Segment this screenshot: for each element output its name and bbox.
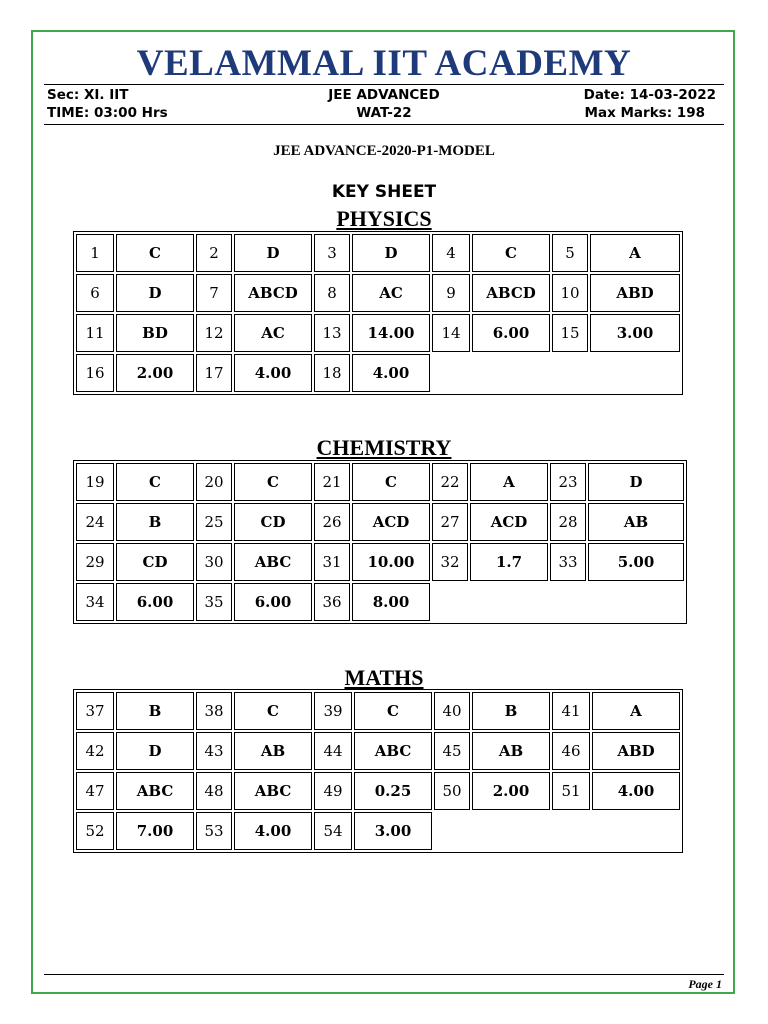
question-number: 26 <box>314 503 350 541</box>
question-number: 53 <box>196 812 232 850</box>
question-number: 35 <box>196 583 232 621</box>
answer-key: BD <box>116 314 194 352</box>
answer-key: 10.00 <box>352 543 430 581</box>
question-number: 15 <box>552 314 588 352</box>
answer-key: 2.00 <box>472 772 550 810</box>
answer-key: 0.25 <box>354 772 432 810</box>
answer-key: AB <box>472 732 550 770</box>
answer-key: C <box>234 463 312 501</box>
table-row <box>76 354 680 392</box>
answer-key: 4.00 <box>234 354 312 392</box>
question-number: 46 <box>552 732 590 770</box>
answer-table-physics <box>73 231 683 395</box>
question-number: 45 <box>434 732 470 770</box>
answer-key: 6.00 <box>116 583 194 621</box>
answer-key: ABC <box>354 732 432 770</box>
empty-cell <box>434 812 550 850</box>
answer-key: AB <box>234 732 312 770</box>
paper-subtitle: JEE ADVANCE-2020-P1-MODEL <box>273 143 495 159</box>
header-test: WAT-22 <box>356 105 412 121</box>
question-number: 37 <box>76 692 114 730</box>
answer-key: AC <box>234 314 312 352</box>
table-row <box>76 314 680 352</box>
question-number: 5 <box>552 234 588 272</box>
answer-key: D <box>116 274 194 312</box>
table-row <box>76 274 680 312</box>
header-rule-top <box>44 84 724 85</box>
answer-key: ABC <box>234 772 312 810</box>
question-number: 1 <box>76 234 114 272</box>
question-number: 43 <box>196 732 232 770</box>
question-number: 39 <box>314 692 352 730</box>
answer-key: C <box>472 234 550 272</box>
answer-key: A <box>592 692 680 730</box>
question-number: 9 <box>432 274 470 312</box>
answer-key: ABCD <box>472 274 550 312</box>
question-number: 31 <box>314 543 350 581</box>
answer-key: B <box>116 503 194 541</box>
empty-cell <box>432 354 550 392</box>
answer-key: AC <box>352 274 430 312</box>
question-number: 11 <box>76 314 114 352</box>
question-number: 17 <box>196 354 232 392</box>
answer-key: 1.7 <box>470 543 548 581</box>
question-number: 13 <box>314 314 350 352</box>
question-number: 24 <box>76 503 114 541</box>
answer-key: CD <box>116 543 194 581</box>
answer-key: C <box>116 234 194 272</box>
section-title-chemistry: CHEMISTRY <box>316 435 452 460</box>
answer-key: D <box>588 463 684 501</box>
footer-rule <box>44 974 724 975</box>
question-number: 49 <box>314 772 352 810</box>
question-number: 25 <box>196 503 232 541</box>
answer-key: ABD <box>592 732 680 770</box>
header-rule-bottom <box>44 124 724 125</box>
question-number: 22 <box>432 463 468 501</box>
header-date: Date: 14-03-2022 <box>583 87 716 103</box>
question-number: 48 <box>196 772 232 810</box>
answer-key: ABCD <box>234 274 312 312</box>
answer-key: 5.00 <box>588 543 684 581</box>
answer-key: D <box>116 732 194 770</box>
question-number: 44 <box>314 732 352 770</box>
answer-key: A <box>470 463 548 501</box>
section-title-maths: MATHS <box>344 665 424 690</box>
answer-key: 2.00 <box>116 354 194 392</box>
institute-title: VELAMMAL IIT ACADEMY <box>136 43 632 84</box>
header-time: TIME: 03:00 Hrs <box>47 105 168 121</box>
question-number: 36 <box>314 583 350 621</box>
header-max-marks: Max Marks: 198 <box>584 105 705 121</box>
question-number: 51 <box>552 772 590 810</box>
question-number: 30 <box>196 543 232 581</box>
answer-table-maths <box>73 689 683 853</box>
question-number: 16 <box>76 354 114 392</box>
table-row <box>76 812 680 850</box>
page-number: Page 1 <box>688 977 722 991</box>
answer-key: B <box>472 692 550 730</box>
question-number: 33 <box>550 543 586 581</box>
empty-cell <box>432 583 548 621</box>
table-row <box>76 543 684 581</box>
question-number: 4 <box>432 234 470 272</box>
question-number: 8 <box>314 274 350 312</box>
question-number: 20 <box>196 463 232 501</box>
section-title-physics: PHYSICS <box>336 206 432 231</box>
question-number: 34 <box>76 583 114 621</box>
question-number: 27 <box>432 503 468 541</box>
table-row <box>76 463 684 501</box>
header-sec: Sec: XI. IIT <box>47 87 129 103</box>
question-number: 28 <box>550 503 586 541</box>
answer-key: 3.00 <box>590 314 680 352</box>
table-row <box>76 234 680 272</box>
answer-key: ABD <box>590 274 680 312</box>
empty-cell <box>550 583 684 621</box>
question-number: 18 <box>314 354 350 392</box>
question-number: 52 <box>76 812 114 850</box>
question-number: 21 <box>314 463 350 501</box>
answer-key: 4.00 <box>352 354 430 392</box>
empty-cell <box>552 812 680 850</box>
question-number: 7 <box>196 274 232 312</box>
answer-key: C <box>352 463 430 501</box>
question-number: 14 <box>432 314 470 352</box>
question-number: 2 <box>196 234 232 272</box>
answer-key: B <box>116 692 194 730</box>
question-number: 42 <box>76 732 114 770</box>
table-row <box>76 772 680 810</box>
answer-key: AB <box>588 503 684 541</box>
answer-key: 8.00 <box>352 583 430 621</box>
answer-key: 6.00 <box>234 583 312 621</box>
table-row <box>76 732 680 770</box>
answer-key: A <box>590 234 680 272</box>
answer-key: C <box>234 692 312 730</box>
answer-key: ABC <box>234 543 312 581</box>
answer-key: C <box>116 463 194 501</box>
question-number: 54 <box>314 812 352 850</box>
answer-key: 3.00 <box>354 812 432 850</box>
question-number: 50 <box>434 772 470 810</box>
question-number: 3 <box>314 234 350 272</box>
answer-key: C <box>354 692 432 730</box>
table-row <box>76 692 680 730</box>
question-number: 23 <box>550 463 586 501</box>
question-number: 6 <box>76 274 114 312</box>
empty-cell <box>552 354 680 392</box>
question-number: 10 <box>552 274 588 312</box>
answer-key: ABC <box>116 772 194 810</box>
question-number: 19 <box>76 463 114 501</box>
table-row <box>76 503 684 541</box>
answer-key: 4.00 <box>592 772 680 810</box>
question-number: 41 <box>552 692 590 730</box>
header-exam: JEE ADVANCED <box>328 87 440 103</box>
question-number: 47 <box>76 772 114 810</box>
question-number: 40 <box>434 692 470 730</box>
answer-key: D <box>352 234 430 272</box>
question-number: 29 <box>76 543 114 581</box>
answer-table-chemistry <box>73 460 687 624</box>
answer-key: 14.00 <box>352 314 430 352</box>
question-number: 38 <box>196 692 232 730</box>
answer-key: 4.00 <box>234 812 312 850</box>
answer-key: ACD <box>352 503 430 541</box>
question-number: 32 <box>432 543 468 581</box>
answer-key: 6.00 <box>472 314 550 352</box>
answer-key: ACD <box>470 503 548 541</box>
key-sheet-label: KEY SHEET <box>331 182 437 202</box>
question-number: 12 <box>196 314 232 352</box>
answer-key: D <box>234 234 312 272</box>
answer-key: 7.00 <box>116 812 194 850</box>
table-row <box>76 583 684 621</box>
answer-key: CD <box>234 503 312 541</box>
